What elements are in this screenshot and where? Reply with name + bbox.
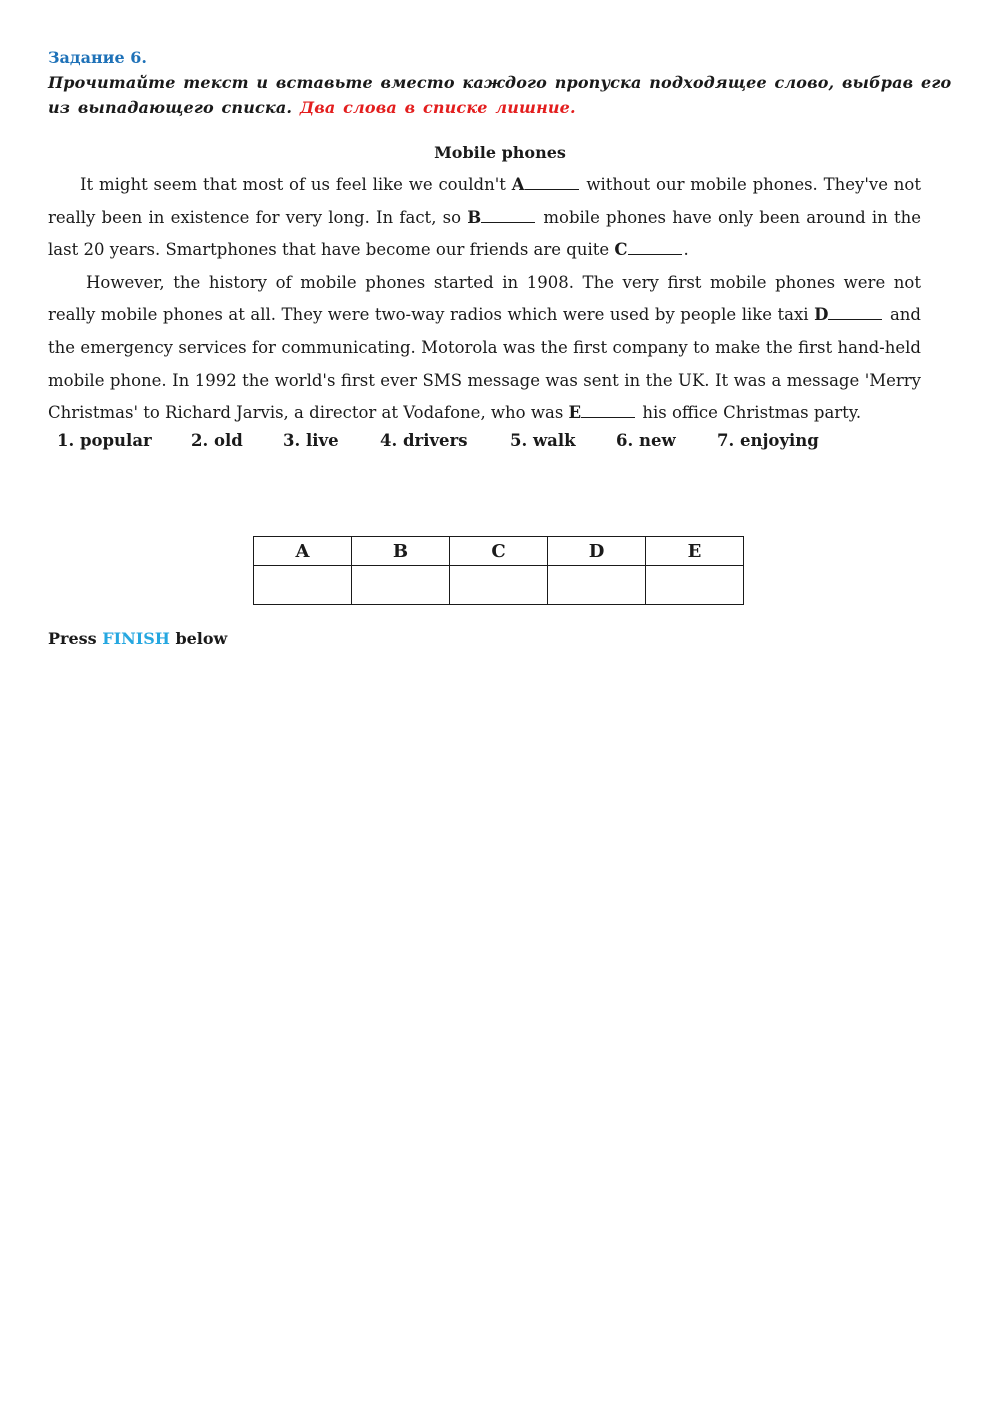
instruction-warning: Два слова в списке лишние. (299, 98, 576, 117)
answer-input-e[interactable] (648, 568, 742, 602)
finish-instruction (48, 628, 227, 650)
answer-cell-a (254, 566, 352, 605)
finish-keyword: FINISH (102, 629, 170, 648)
gap-a-letter: A (511, 175, 525, 194)
answer-table-input-row (254, 566, 744, 605)
paragraph-1-part-2: without our mobile phones. They've not really been in existence for very long. In fact, so (48, 175, 921, 227)
word-option: 7. enjoying (717, 430, 819, 450)
gap-a-blank[interactable] (525, 188, 579, 190)
answer-header-b: B (352, 537, 450, 566)
answer-input-b[interactable] (354, 568, 448, 602)
paragraph-2-part-3: his office Christmas party. (637, 403, 862, 423)
task-instructions (48, 70, 952, 120)
worksheet-page (48, 46, 952, 461)
answer-cell-c (450, 566, 548, 605)
answer-header-c: C (450, 537, 548, 566)
answer-cell-d (548, 566, 646, 605)
answer-header-a: A (254, 537, 352, 566)
gap-d-letter: D (814, 305, 829, 325)
paragraph-2-part-2: and the emergency services for communicating. Motorola was the first company to make the first hand-held mobile phone. In 1992 the world's first ever SMS message was sent in the UK. It was a message 'Merry Christmas' to Richard Jarvis, a director at Vodafone, who was (48, 305, 921, 423)
gap-c-blank[interactable] (628, 253, 682, 255)
paragraph-1-part-4: . (683, 240, 689, 260)
gap-e-letter: E (568, 403, 582, 423)
answer-input-a[interactable] (256, 568, 350, 602)
gap-d-blank[interactable] (828, 318, 882, 320)
paragraph-2 (48, 267, 921, 430)
answer-input-c[interactable] (452, 568, 546, 602)
instruction-main: Прочитайте текст и вставьте вместо каждого пропуска подходящее слово, выбрав его из выпадающего списка. (48, 73, 952, 117)
answer-table (253, 536, 744, 605)
paragraph-2-part-1: However, the history of mobile phones started in 1908. The very first mobile phones were not really mobile phones at all. They were two-way radios which were used by people like taxi (48, 272, 921, 325)
word-option: 6. new (616, 430, 676, 450)
answer-header-d: D (548, 537, 646, 566)
paragraph-1-part-1: It might seem that most of us feel like we couldn't (80, 175, 512, 194)
answer-input-d[interactable] (550, 568, 644, 602)
task-title: Задание 6. (48, 48, 147, 67)
paragraph-1-part-3: mobile phones have only been around in the last 20 years. Smartphones that have become our friends are quite (48, 207, 921, 260)
word-options-list (57, 431, 952, 461)
answer-header-e: E (646, 537, 744, 566)
finish-below-text: below (175, 629, 228, 648)
gap-c-letter: C (614, 240, 628, 260)
answer-cell-b (352, 566, 450, 605)
paragraph-1 (48, 169, 921, 267)
word-option: 3. live (283, 430, 339, 450)
word-option: 2. old (191, 430, 243, 450)
gap-e-blank[interactable] (581, 416, 635, 418)
answer-cell-e (646, 566, 744, 605)
gap-b-blank[interactable] (481, 221, 535, 223)
gap-b-letter: B (467, 207, 482, 227)
text-title: Mobile phones (434, 143, 566, 162)
answer-table-header-row (254, 537, 744, 566)
word-option: 1. popular (57, 430, 152, 450)
word-option: 5. walk (510, 430, 576, 450)
finish-press-text: Press (48, 629, 97, 648)
word-option: 4. drivers (380, 430, 468, 450)
